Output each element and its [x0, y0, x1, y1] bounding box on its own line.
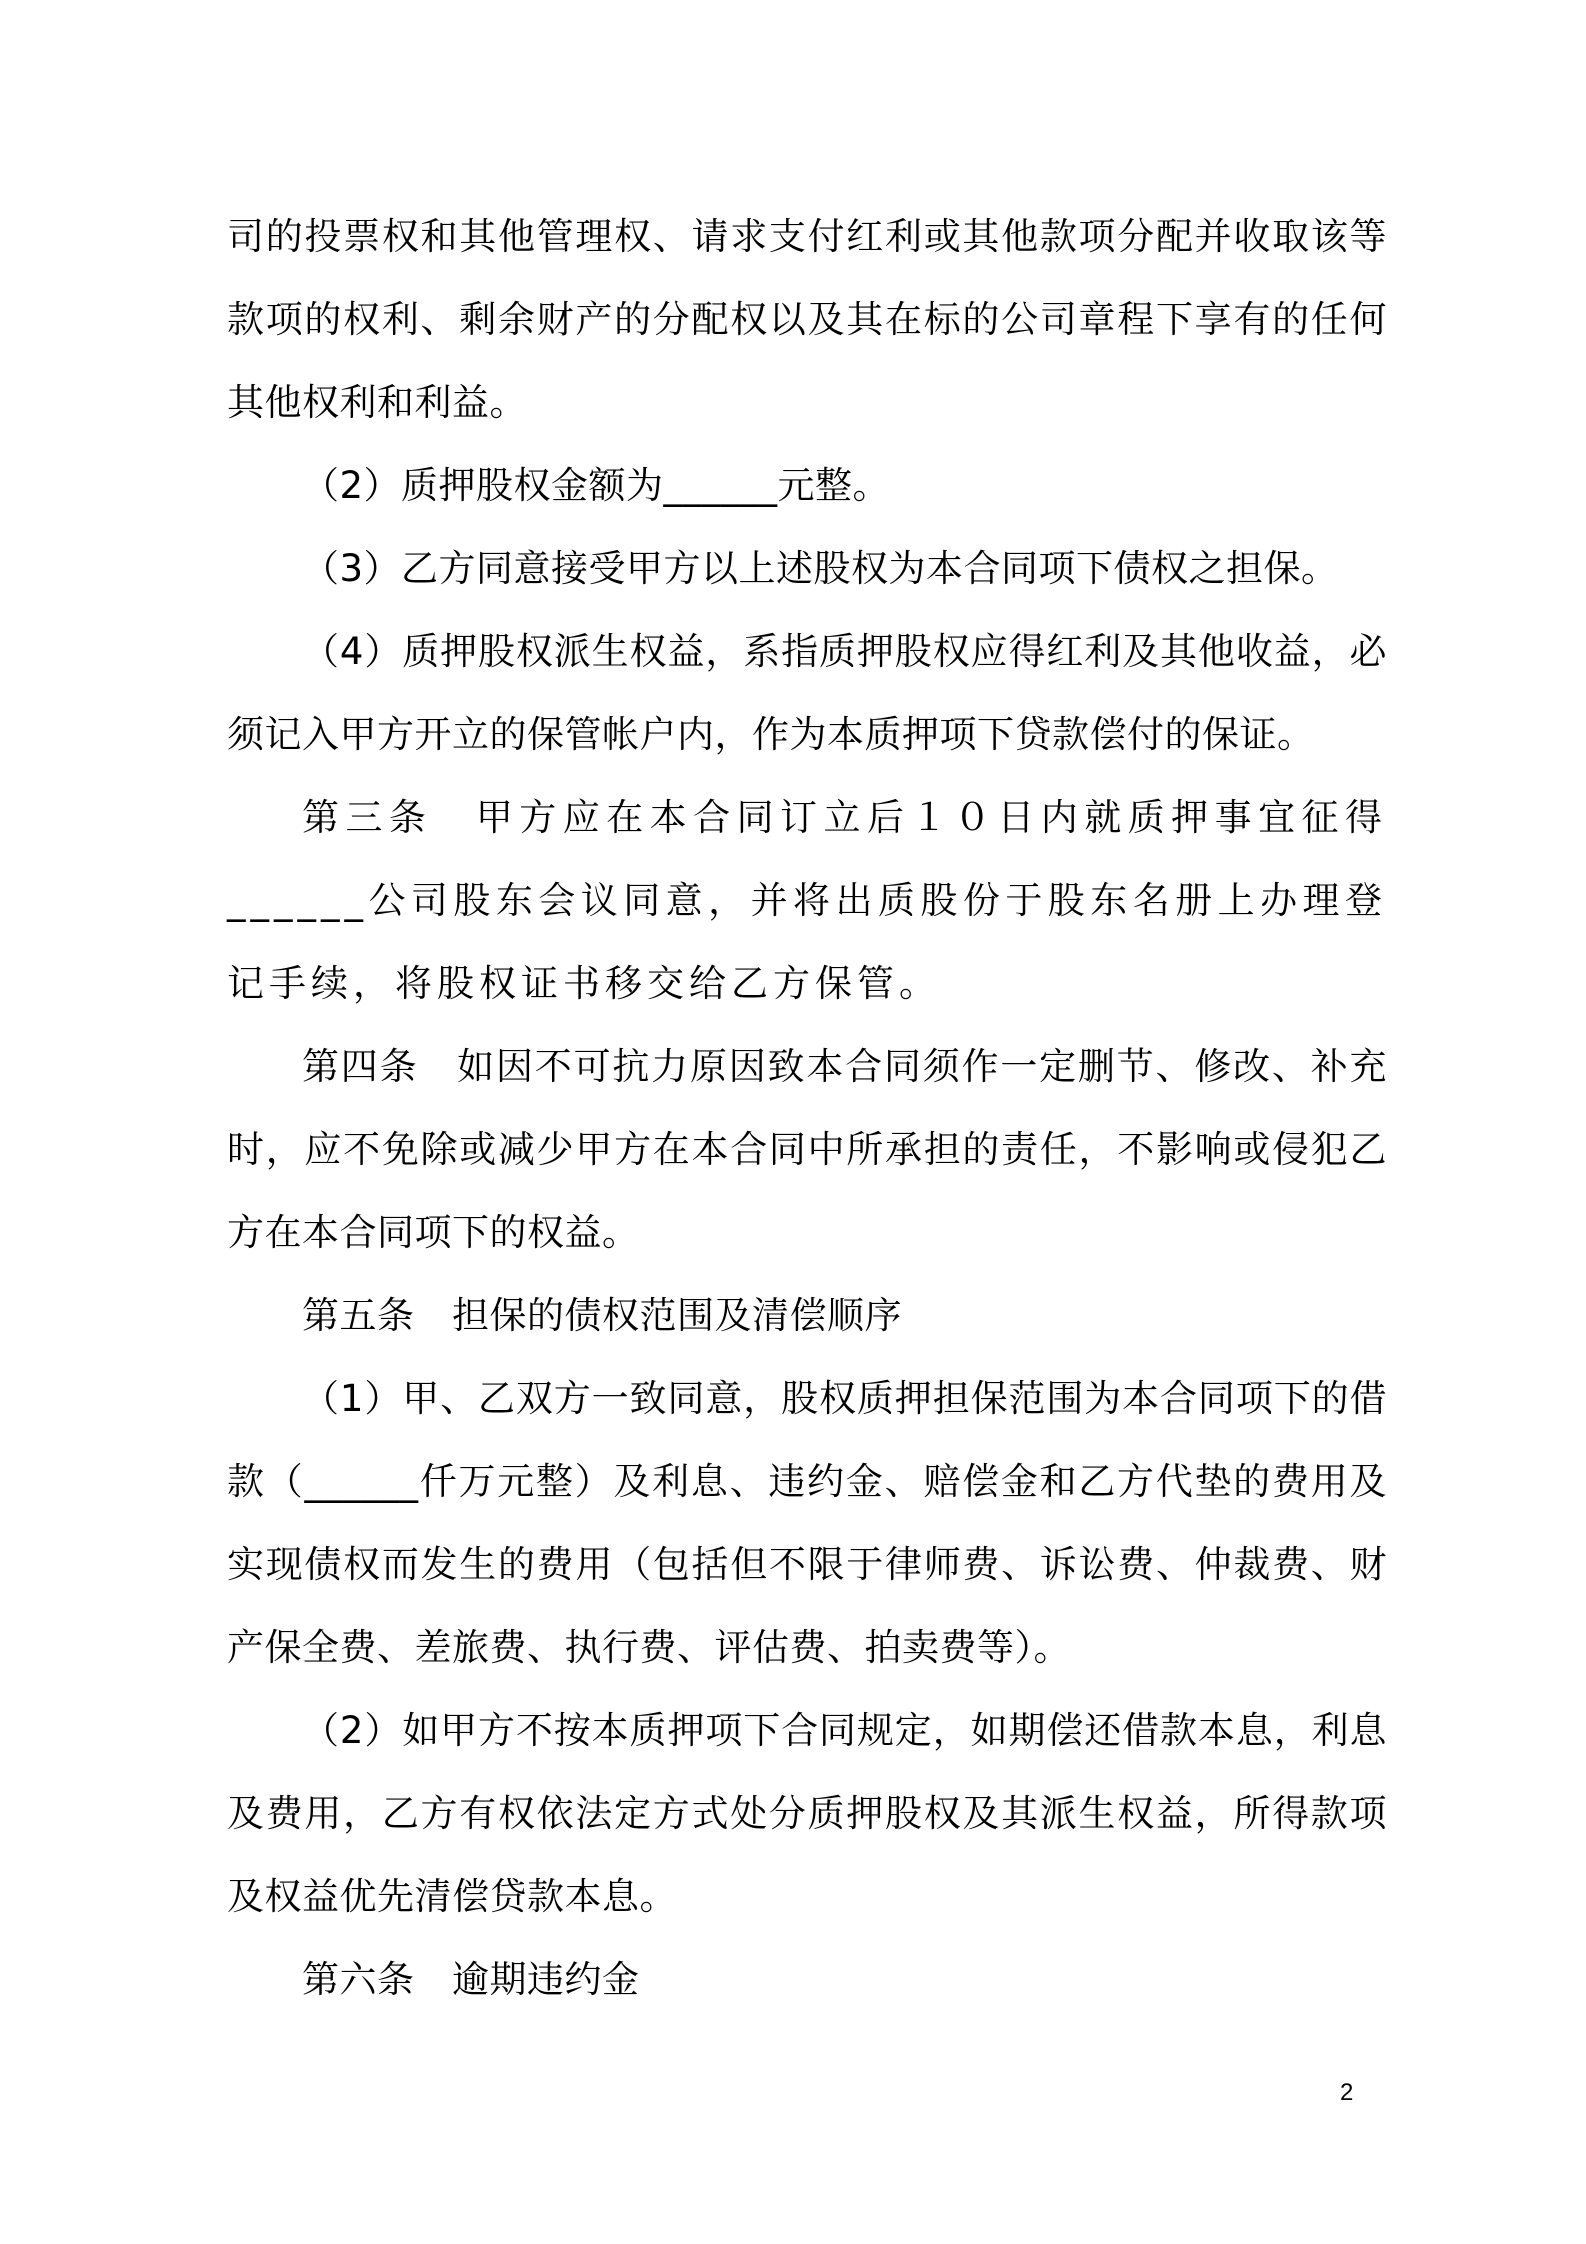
- article-six-heading: 第六条 逾期违约金: [302, 1958, 640, 2001]
- paragraph-accept-guarantee: （3）乙方同意接受甲方以上述股权为本合同项下债权之担保。: [302, 547, 1339, 590]
- article-four: 第四条 如因不可抗力原因致本合同须作一定删节、修改、补充时，应不免除或减少甲方在本合同中所承担的责任，不影响或侵犯乙方在本合同项下的权益。: [227, 1045, 1387, 1254]
- document-body: [227, 195, 1387, 2021]
- article-five-heading: 第五条 担保的债权范围及清偿顺序: [302, 1294, 902, 1337]
- paragraph-derived-benefits: （4）质押股权派生权益，系指质押股权应得红利及其他收益，必须记入甲方开立的保管帐户内，作为本质押项下贷款偿付的保证。: [227, 630, 1387, 756]
- paragraph-disposal-rights: （2）如甲方不按本质押项下合同规定，如期偿还借款本息，利息及费用，乙方有权依法定方式处分质押股权及其派生权益，所得款项及权益优先清偿贷款本息。: [227, 1709, 1387, 1918]
- paragraph-continuation-rights: 司的投票权和其他管理权、请求支付红利或其他款项分配并收取该等款项的权利、剩余财产的分配权以及其在标的公司章程下享有的任何其他权利和利益。: [227, 215, 1387, 424]
- paragraph-pledge-amount: （2）质押股权金额为______元整。: [302, 464, 891, 507]
- paragraph-guarantee-scope: （1）甲、乙双方一致同意，股权质押担保范围为本合同项下的借款（______仟万元整）及利息、违约金、赔偿金和乙方代垫的费用及实现债权而发生的费用（包括但不限于律师费、诉讼费、仲裁费、财产保全费、差旅费、执行费、评估费、拍卖费等）。: [227, 1377, 1387, 1669]
- article-three: 第三条 甲方应在本合同订立后１０日内就质押事宜征得______公司股东会议同意，并将出质股份于股东名册上办理登记手续，将股权证书移交给乙方保管。: [227, 796, 1387, 1005]
- page-number: 2: [1340, 2079, 1354, 2106]
